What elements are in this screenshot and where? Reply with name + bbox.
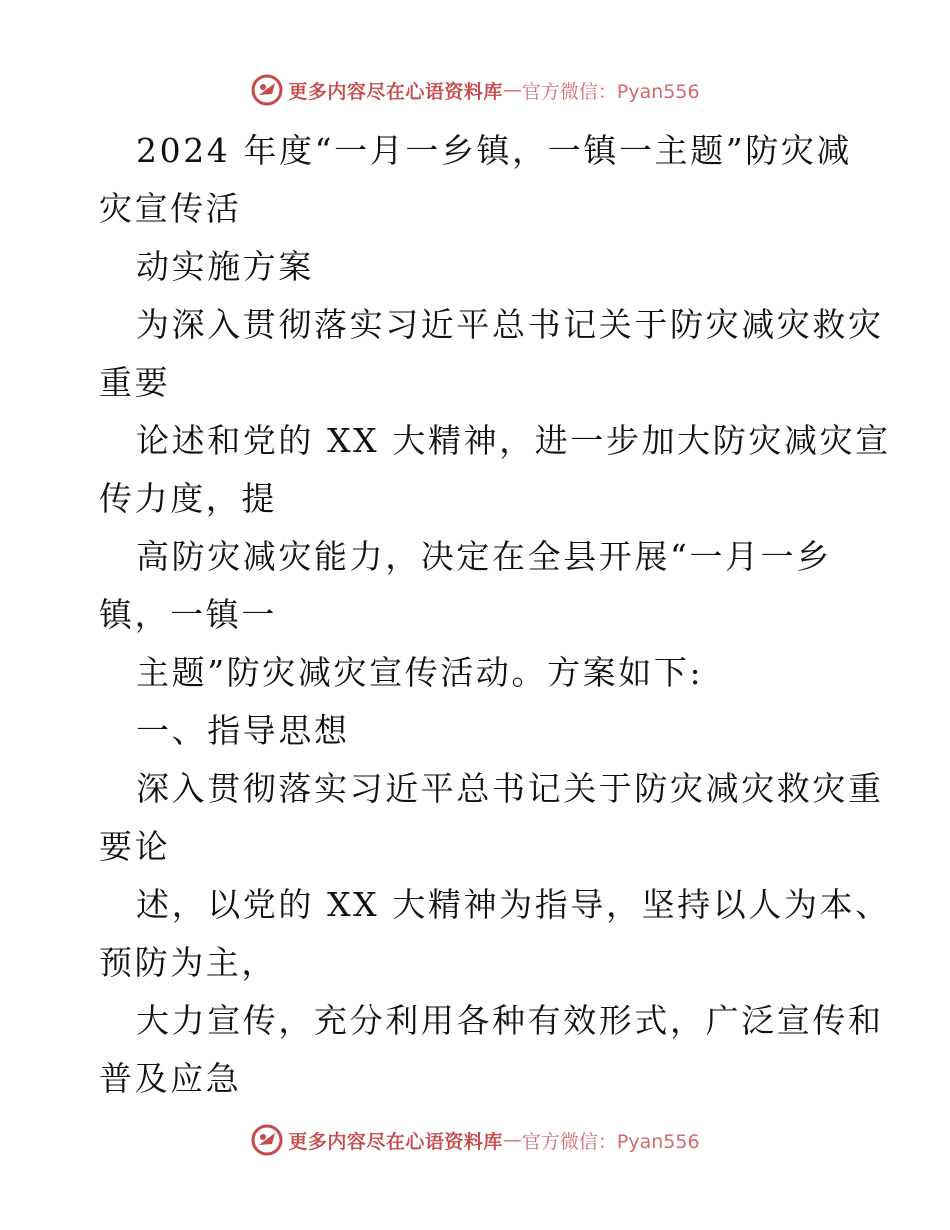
doc-line: 高防灾减灾能力，决定在全县开展“一月一乡 (136, 537, 832, 576)
doc-line: 普及应急 (99, 1059, 242, 1098)
doc-line: 2024 年度“一月一乡镇，一镇一主题”防灾减 (136, 131, 853, 170)
doc-line: 重要 (99, 363, 171, 402)
doc-line: 深入贯彻落实习近平总书记关于防灾减灾救灾重 (136, 769, 884, 808)
doc-line: 预防为主， (99, 943, 277, 982)
doc-line: 要论 (99, 827, 171, 866)
brand-logo-icon (250, 1123, 284, 1157)
doc-line: 大力宣传，充分利用各种有效形式，广泛宣传和 (136, 1001, 884, 1040)
doc-line: 主题”防灾减灾宣传活动。方案如下: (136, 653, 704, 692)
watermark-text: 更多内容尽在心语资料库 (288, 80, 503, 103)
document-body (0, 122, 950, 1108)
watermark-text: 更多内容尽在心语资料库 (288, 1130, 503, 1153)
doc-line: 灾宣传活 (99, 189, 242, 228)
watermark-contact: 官方微信：Pyan556 (521, 80, 700, 103)
brand-logo-icon (250, 73, 284, 107)
watermark-contact: 官方微信：Pyan556 (521, 1130, 700, 1153)
watermark-banner-bottom (0, 1120, 950, 1160)
doc-line: 述，以党的 XX 大精神为指导，坚持以人为本、 (136, 885, 891, 924)
doc-line: 为深入贯彻落实习近平总书记关于防灾减灾救灾 (136, 305, 884, 344)
doc-line: 传力度，提 (99, 479, 277, 518)
watermark-separator: — (502, 1129, 522, 1151)
watermark-separator: — (502, 79, 522, 101)
doc-line: 论述和党的 XX 大精神，进一步加大防灾减灾宣 (136, 421, 891, 460)
doc-line: 镇，一镇一 (99, 595, 277, 634)
section-heading: 一、指导思想 (136, 711, 350, 750)
doc-line: 动实施方案 (136, 247, 314, 286)
watermark-banner-top (0, 70, 950, 110)
